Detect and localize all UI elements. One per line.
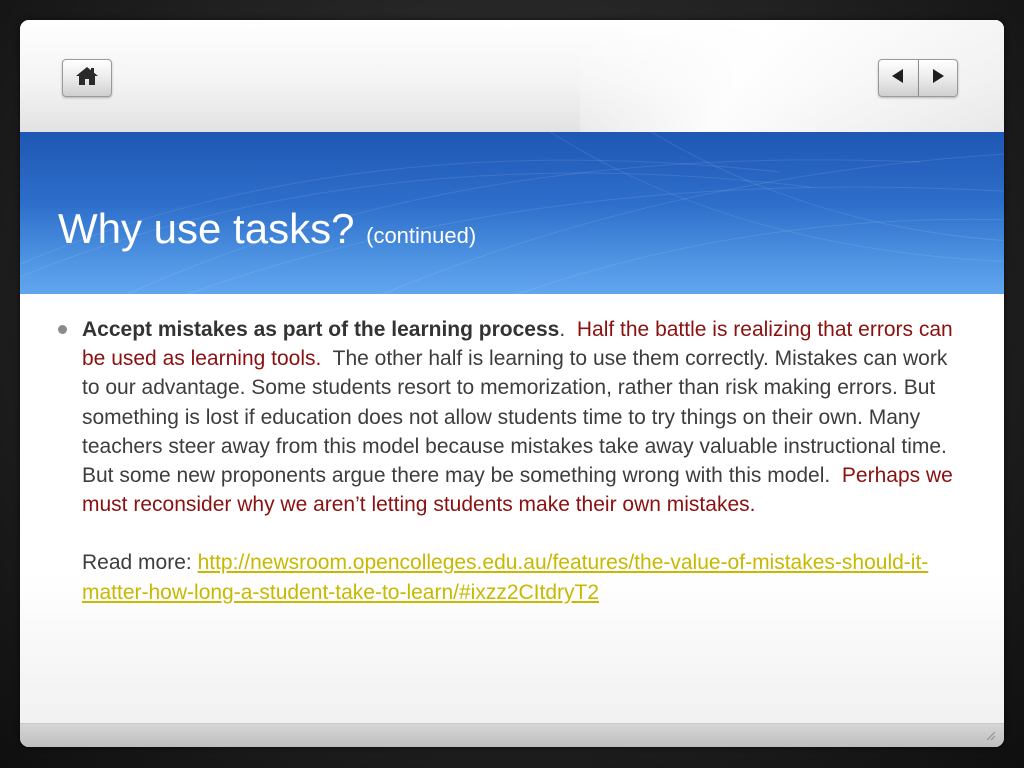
top-toolbar xyxy=(20,20,1004,132)
emphasis-text-2-punct: . xyxy=(749,493,756,517)
arrow-left-icon xyxy=(889,67,907,89)
emphasis-text-2: Perhaps we must reconsider why we aren’t letting students make their own mistakes xyxy=(82,464,953,517)
slide-title xyxy=(58,202,476,263)
previous-slide-button[interactable] xyxy=(878,59,919,97)
bullet-heading: Accept mistakes as part of the learning process xyxy=(82,318,560,341)
paragraph-gap xyxy=(82,519,962,548)
read-more-line xyxy=(82,548,962,606)
next-slide-button[interactable] xyxy=(919,59,959,97)
bullet-heading-punct: . xyxy=(559,318,566,341)
bullet-item xyxy=(82,315,962,607)
emphasis-text-1: Half the battle is realizing that errors can be used as learning tools. xyxy=(82,318,953,371)
read-more-label: Read more: xyxy=(82,551,192,575)
slide xyxy=(20,20,1004,747)
home-button[interactable] xyxy=(62,59,112,97)
bullet-paragraph xyxy=(82,315,962,519)
read-more-link[interactable]: http://newsroom.opencolleges.edu.au/features/the-value-of-mistakes-should-it-matter-how-long-a-student-take-to-learn/#ixzz2CItdryT2 xyxy=(82,551,929,604)
slide-title-text: Why use tasks? xyxy=(58,205,355,252)
title-band xyxy=(20,132,1004,294)
slide-content xyxy=(20,294,1004,723)
home-icon xyxy=(75,65,99,91)
body-text: The other half is learning to use them correctly. Mistakes can work to our advantage. Some students resort to memorization, rather than risk making errors. But something is lost if education does not allow students time to try things on their own. Many teachers steer away from this model because mistakes take away valuable instructional time. But some new proponents argue there may be something wrong with this model. xyxy=(82,347,948,488)
slide-title-sub: (continued) xyxy=(366,223,477,248)
resize-grip-icon[interactable] xyxy=(984,726,996,745)
slide-navigation xyxy=(878,59,958,97)
arrow-right-icon xyxy=(929,67,947,89)
footer-bar xyxy=(20,723,1004,747)
bullet-dot xyxy=(58,325,67,334)
